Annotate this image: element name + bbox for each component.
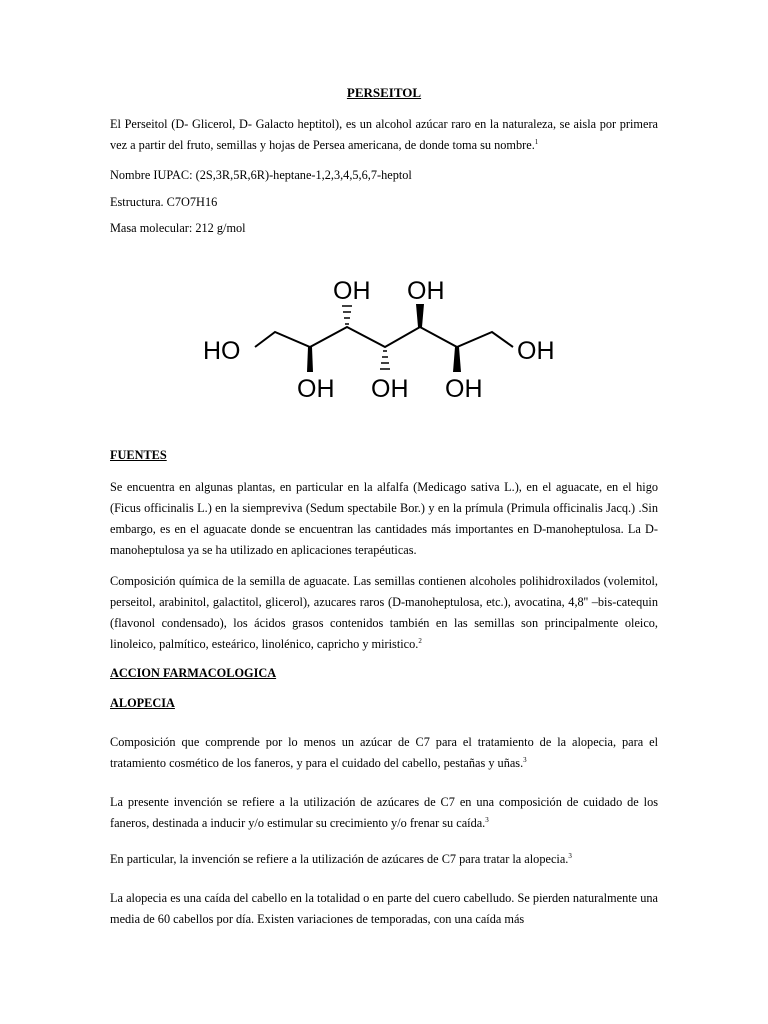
footnote-ref: 3 [568, 851, 572, 860]
intro-paragraph: El Perseitol (D- Glicerol, D- Galacto heptitol), es un alcohol azúcar raro en la naturaleza, se aisla por primera vez a partir del fruto, semillas y hojas de Persea americana, de donde toma su nombre.$^1$ [110, 117, 658, 152]
footnote-ref: 2 [418, 636, 422, 645]
alopecia-paragraph-2: La presente invención se refiere a la utilización de azúcares de C7 en una composición de cuidado de los faneros, destinada a inducir y/o estimular su crecimiento y/o frenar su caída.$^3$ [110, 795, 658, 830]
alopecia-paragraph-3: En particular, la invención se refiere a la utilización de azúcares de C7 para tratar la alopecia.$^3$ [110, 851, 572, 866]
hashed-bond [342, 306, 352, 324]
hydroxyl-label: OH [371, 375, 409, 403]
wedge-bond [453, 347, 461, 372]
footnote-ref: 3 [485, 815, 489, 824]
wedge-bond [307, 347, 313, 372]
footnote-ref: 3 [523, 755, 527, 764]
fuentes-heading: FUENTES [110, 448, 167, 462]
iupac-line: Nombre IUPAC: (2S,3R,5R,6R)-heptane-1,2,3,4,5,6,7-heptol [110, 168, 412, 182]
hydroxyl-label: OH [333, 277, 371, 305]
hydroxyl-label: OH [297, 375, 335, 403]
fuentes-paragraph-2: Composición química de la semilla de aguacate. Las semillas contienen alcoholes polihidroxilados (volemitol, perseitol, arabinitol, galactitol, glicerol), azucares raros (D-manoheptulosa, etc.), avocatina, 4,8'' –bis-catequin (flavonol condensado), los ácidos grasos contenidos también en las semillas son principalmente oleico, linoleico, palmítico, esteárico, linolénico, capricho y miristico.$^2$ [110, 574, 658, 651]
hydroxyl-label: OH [445, 375, 483, 403]
masa-line: Masa molecular: 212 g/mol [110, 221, 246, 235]
hydroxyl-label: OH [517, 337, 555, 365]
accion-heading: ACCION FARMACOLOGICA [110, 666, 277, 680]
hydroxyl-label: HO [203, 337, 241, 365]
carbon-backbone [255, 327, 513, 347]
estructura-line: Estructura. C7O7H16 [110, 195, 218, 209]
perseitol-structure-diagram [195, 272, 575, 407]
alopecia-heading: ALOPECIA [110, 696, 175, 710]
page-title: PERSEITOL [346, 85, 422, 100]
footnote-ref: 1 [534, 137, 539, 146]
alopecia-paragraph-1: Composición que comprende por lo menos un azúcar de C7 para el tratamiento de la alopecia, para el tratamiento cosmético de los faneros, y para el cuidado del cabello, pestañas y uñas.$^3$ [110, 735, 658, 770]
fuentes-paragraph-1: Se encuentra en algunas plantas, en particular en la alfalfa (Medicago sativa L.), en el aguacate, en el higo (Ficus officinalis L.) en la siempreviva (Sedum spectabile Bor.) y en la prímula (Primula officinalis Jacq.) .Sin embargo, es en el aguacate donde se encuentran las cantidades más importantes en D-manoheptulosa. La D-manoheptulosa ya se ha utilizado en aplicaciones terapéuticas. [110, 480, 658, 557]
wedge-bond [416, 304, 424, 327]
alopecia-paragraph-4: La alopecia es una caída del cabello en la totalidad o en parte del cuero cabelludo. Se pierden naturalmente una media de 60 cabellos por día. Existen variaciones de temporadas, con una caída más [110, 891, 658, 926]
hydroxyl-label: OH [407, 277, 445, 305]
hashed-bond [380, 351, 390, 369]
